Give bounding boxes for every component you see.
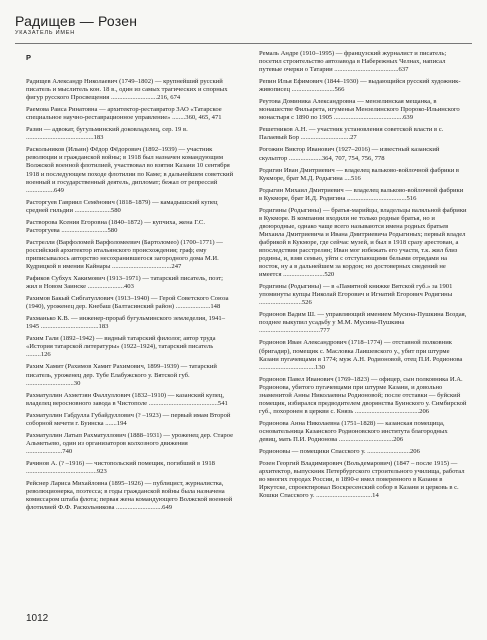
index-entry: Растрелли (Варфоломей Варфоломеевич (Бартоломео) (1700–1771) — российский архитектор итальянского происхождения; граф; ему приписывалось авторство несохранившегося загородного дома М.И. Кудрицкой в имении Кайнары ....................................247 xyxy=(26,238,223,270)
index-entry: Рахманько К.В. — инженер-прораб бугульминского земледелия, 1941–1945 ...................................183 xyxy=(26,315,225,331)
index-entry: Родыгин Михаил Дмитриевич — владелец вальково-войлочной фабрики в Кукморе, брат И.Д. Родигина ....................................516 xyxy=(259,186,464,202)
index-entry: Розен Георгий Владимирович (Вольдемарович) (1847 – после 1915) — архитектор, выпускник Петербургского строительного училища, работал во многих городах России, в 1890-е имел поверенного в Казани в Иркутске, спроектировал Воскресенский собор в Казани и церковь в с. Кошки Спасского у. ..................................14 xyxy=(259,460,465,500)
index-entry: Разин — адвокат, бугульминский доковладелец, сер. 19 в. .........................................183 xyxy=(26,126,188,142)
header-rule xyxy=(15,43,472,44)
index-entry: Родионов Павел Иванович (1769–1823) — офицер, сын полковника И.А. Родионова, убитого пугачевцами при штурме Казани, и довольно знаменитой Анны Николаевны Родионовой; после отставки — буйский помещик, избирался предводителем дворянства Буинского у. Симбирской губ., похоронен в церкви с. Князь .......................................206 xyxy=(259,375,467,415)
index-entry: Радищев Александр Николаевич (1749–1802) — крупнейший русский писатель и мыслитель кон. 18 в., один из самых трагических и спорных фигур русского Просвещения ............................216, 674 xyxy=(26,78,228,102)
index-entry: Родионов Вадим Ш. — управляющий имением Мусина-Пушкина Воздая, позднее выкупил усадьбу у М.М. Мусина-Пушкина .....................................777 xyxy=(259,311,467,335)
index-column-right xyxy=(259,50,467,504)
running-header xyxy=(15,13,470,36)
index-entry: Рафиков Субхух Хакимович (1913–1971) — татарский писатель, поэт; жил в Новом Заинске ......................403 xyxy=(26,275,224,291)
index-entry: Растворова Ксения Егоровна (1840–1872) — купчиха, жена Г.С. Расторгуева ............................580 xyxy=(26,218,205,234)
index-entry: Родигин Иван Дмитриевич — владелец вальково-войлочной фабрики в Кукморе, брат М.Д. Родыгина ....516 xyxy=(259,166,460,182)
index-entry: Родигины (Родыгины) — братья-марийцы, владельцы валяльной фабрики в Кукморе. В компании входили не только родные братья, но и двоюродные, однако чаще всего называются имена родных братьев Михаила Дмитриевича и Ивана Дмитриевича Родыгиных; первый владел фабрикой в Кукморе, где сейчас музей, и был в 1918 сразу арестован, а впоследствии расстрелян; Иван мог избежать его участи, т.к. жил близ родины, и, взяв семью, уйти с отступающими белыми отрядами на восток, ну а в дальнейшем за кордон; но достоверных сведений не имеется .........................520 xyxy=(259,206,467,279)
index-entry: Репин Илья Ефимович (1844–1930) — выдающийся русский художник-живописец ..........................566 xyxy=(259,78,461,94)
index-entry: Расторгуев Гавриил Семёнович (1818–1879) — камадышский купец средней гильдии ......................580 xyxy=(26,198,218,214)
section-subtitle: УКАЗАТЕЛЬ ИМЕН xyxy=(15,30,76,36)
page-title: Радищев — Розен xyxy=(15,13,138,29)
index-entry: Ремаль Андре (1910–1995) — французский журналист и писатель; посетил строительство автозавода в Набережных Челнах, написал путевые очерки о Татарии .......................................637 xyxy=(259,50,447,74)
index-entry: Рахматуллин Габдулла Губайдуллович (? –1923) — первый имам Второй соборной мечети г. Буинска .......194 xyxy=(26,411,231,427)
index-entry: Решетников А.Н. — участник установления советской власти в с. Палаевый Бор ..............................27 xyxy=(259,126,444,142)
index-entry: Родигины (Родыгины) — в «Памятной книжке Вятской губ.» за 1901 упоминуты купцы Николай Егорович и Игнатий Егорович Родигины ..........................526 xyxy=(259,283,453,307)
index-entry: Рогожин Виктор Иванович (1927–2016) — известный казанский скульптор ....................364, 707, 754, 756, 778 xyxy=(259,146,440,162)
left-entries xyxy=(26,78,234,512)
index-entry: Родионов Иван Александрович (1718–1774) — отставной полковник (бригадир), помещик с. Масловка Лаишевского у., убит при штурме Казани пугачевцами в 1774; муж А.Н. Родионовой, отец П.И. Родионова ..................................130 xyxy=(259,339,463,371)
index-entry: Раемова Раиса Ринатовна — архитектор-реставратор ЗАО «Татарское специальное научно-реставрационное управление» ........360, 465, 471 xyxy=(26,106,222,122)
index-entry: Рейснер Лариса Михайловна (1895–1926) — публицист, журналистка, революционерка, поэтесса; в годы гражданской войны была назначена комиссаром штаба флота; первая жена командующего Волжской военной флотилией Ф.Ф. Раскольникова ............................649 xyxy=(26,480,233,512)
right-entries xyxy=(259,50,467,500)
index-entry: Рахматуллин Ахметзян Фаллуллович (1832–1910) — казанский купец, владелец веросновного завода в Чистополе ..........................................541 xyxy=(26,391,228,407)
index-column-left xyxy=(26,50,234,516)
index-entry: Рачинов А. (? –1916) — чистопольский помещик, погибший в 1918 ...........................................923 xyxy=(26,459,215,475)
index-entry: Рахим Хамит (Рахимов Хамит Рахимович, 1899–1939) — татарский писатель, уроженец дер. Тубе Елабужского у. Вятской губ. .............................30 xyxy=(26,363,217,387)
index-entry: Родионовы — помещики Спасского у. ..........................206 xyxy=(259,448,420,456)
index-entry: Рахим Гали (1892–1942) — видный татарский филолог, автор труда «История татарской литературы» (1922–1924), татарский писатель .........126 xyxy=(26,335,216,359)
index-entry: Рахимов Бакый Сибгатуллович (1913–1940) — Герой Советского Союза (1940), уроженец дер. Кнебаш (Балтасинский район) .....................148 xyxy=(26,295,229,311)
section-letter: Р xyxy=(26,53,32,62)
index-entry: Родионова Анна Николаевна (1751–1828) — казанская помещица, основательница Казанского Родионовского института благородных девиц, мать П.И. Родионова .................................206 xyxy=(259,419,448,443)
index-entry: Рахматуллин Латып Рахматуллович (1888–1931) — уроженец дер. Старое Альметьево, один из организаторов колхозного движения ......................740 xyxy=(26,431,234,455)
index-entry: Раскольников (Ильин) Фёдор Фёдорович (1892–1939) — участник революции и гражданской войны; в 1918 был назначен командующим Волжской военной флотилией, участвовал во взятии Казани 10 сентября 1918 и последующем походе флотилии по Каме; в дальнейшем советский военный и государственный деятель, дипломат; бежал от репрессий .................649 xyxy=(26,146,234,194)
index-entry: Реутова Доминика Александровна — мензелинская мещанка, в монашестве Фильарета, игуменья Мензелинского Пророко-Ильинского монастыря с 1890 по 1905 ..........................................639 xyxy=(259,98,460,122)
page-number: 1012 xyxy=(26,613,49,624)
